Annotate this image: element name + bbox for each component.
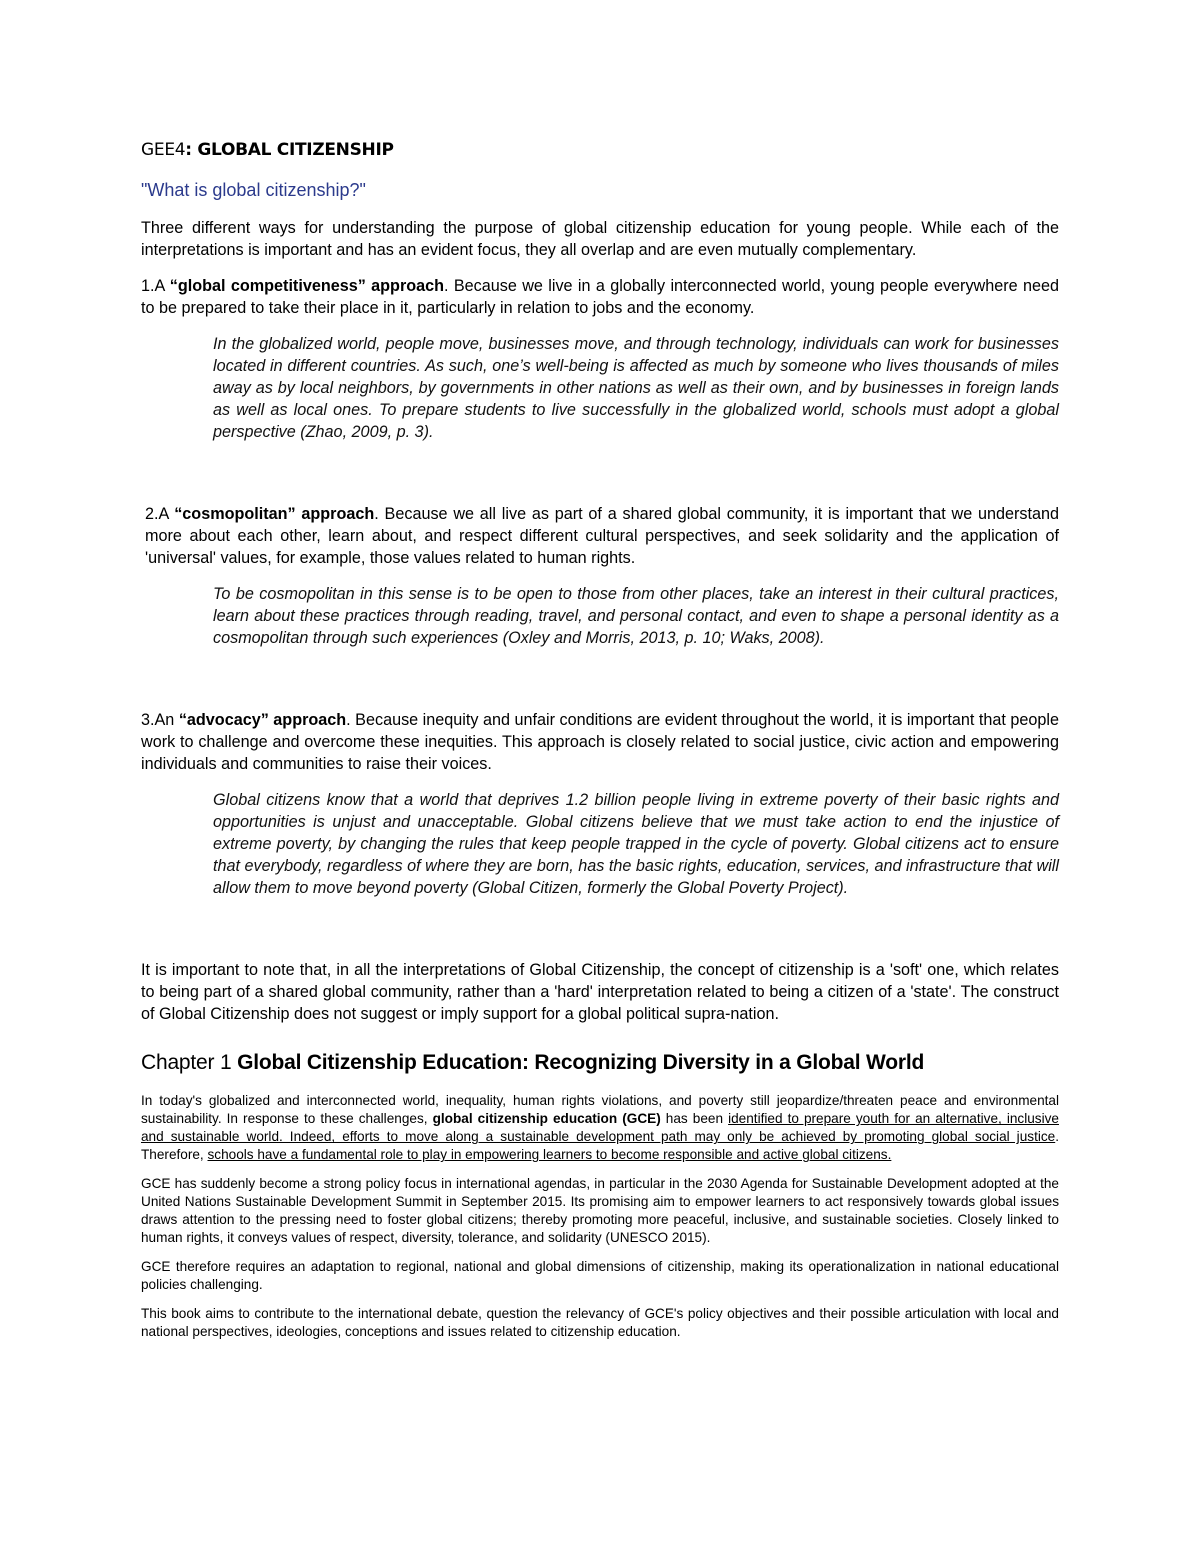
chapter-paragraph-2: GCE has suddenly become a strong policy focus in international agendas, in particular in the 2030 Agenda for Sustainable Development adopted at the United Nations Sustainable Development Summit in September 2015. Its promising aim to empower learners to act responsively towards global issues draws attention to the pressing need to foster global citizens; thereby promoting more peaceful, inclusive, and sustainable societies. Closely linked to human rights, it conveys values of respect, diversity, tolerance, and solidarity (UNESCO 2015). [141,1176,1059,1246]
underlined-text: identified to prepare youth for an alternative, inclusive and sustainable world. Indeed, efforts to move along a sustainable development path may only be achieved by promoting global social justice [141,1111,1059,1145]
approach-3-quote: Global citizens know that a world that deprives 1.2 billion people living in extreme poverty of their basic rights and opportunities is unjust and unacceptable. Global citizens believe that we must take action to end the injustice of extreme poverty, by changing the rules that keep people trapped in the cycle of poverty. Global citizens act to ensure that everybody, regardless of where they are born, has the basic rights, education, services, and infrastructure that will allow them to move beyond poverty (Global Citizen, formerly the Global Poverty Project). [213,791,1059,897]
chapter-title: Global Citizenship Education: Recognizing Diversity in a Global World [237,1051,925,1074]
chapter-heading [141,1051,1059,1075]
approach-number: 3.An [141,711,179,729]
gce-term: global citizenship education (GCE) [432,1111,661,1127]
approach-2-quote: To be cosmopolitan in this sense is to be open to those from other places, take an interest in their cultural practices, learn about these practices through reading, travel, and personal contact, and even to shape a personal identity as a cosmopolitan through such experiences (Oxley and Morris, 2013, p. 10; Waks, 2008). [213,585,1059,647]
course-code: GEE4 [141,140,186,160]
approach-1 [141,275,1059,319]
approach-text: . Because inequity and unfair conditions are evident throughout the world, it is important that people work to challenge and overcome these inequities. This approach is closely related to social justice, civic action and empowering individuals and communities to raise their voices. [141,711,1059,773]
approach-text: . Because we all live as part of a shared global community, it is important that we understand more about each other, learn about, and respect different cultural perspectives, and seek solidarity and the application of 'universal' values, for example, those values related to human rights. [145,505,1059,567]
paragraph-text: . Therefore, [141,1129,1059,1163]
approach-name: “cosmopolitan” approach [174,505,375,523]
approach-text: . Because we live in a globally interconnected world, young people everywhere need to be prepared to take their place in it, particularly in relation to jobs and the economy. [141,277,1059,317]
chapter-paragraph-3: GCE therefore requires an adaptation to regional, national and global dimensions of citizenship, making its operationalization in national educational policies challenging. [141,1259,1059,1293]
approach-3 [141,709,1059,775]
approach-number: 1.A [141,277,170,295]
approach-1-quote: In the globalized world, people move, businesses move, and through technology, individuals can work for businesses located in different countries. As such, one’s well-being is affected as much by someone who lives thousands of miles away as by local neighbors, by governments in other nations as well as their own, and by businesses in foreign lands as well as local ones. To prepare students to live successfully in the globalized world, schools must adopt a global perspective (Zhao, 2009, p. 3). [213,335,1059,441]
paragraph-text: In today's globalized and interconnected world, inequality, human rights violations, and poverty still jeopardize/threaten peace and environmental sustainability. In response to these challenges, [141,1093,1059,1127]
chapter-paragraph-1 [141,1092,1059,1164]
chapter-paragraph-4: This book aims to contribute to the international debate, question the relevancy of GCE's policy objectives and their possible articulation with local and national perspectives, ideologies, conceptions and issues related to citizenship education. [141,1306,1059,1340]
intro-paragraph: Three different ways for understanding the purpose of global citizenship education for young people. While each of the interpretations is important and has an evident focus, they all overlap and are even mutually complementary. [141,219,1059,259]
approach-number: 2.A [145,505,175,523]
approach-name: “global competitiveness” approach [169,277,445,295]
approach-name: “advocacy” approach [178,711,347,729]
underlined-text: schools have a fundamental role to play in empowering learners to become responsible and active global citizens. [207,1147,892,1163]
chapter-label: Chapter 1 [141,1051,238,1074]
approach-2 [141,503,1059,569]
page-title [141,140,1059,160]
section-question: "What is global citizenship?" [141,180,366,200]
document-page [141,140,1059,1341]
course-title: GLOBAL CITIZENSHIP [197,140,394,160]
paragraph-text: has been [660,1111,729,1127]
course-separator: : [185,140,198,160]
note-paragraph: It is important to note that, in all the interpretations of Global Citizenship, the concept of citizenship is a 'soft' one, which relates to being part of a shared global community, rather than a 'hard' interpretation related to being a citizen of a 'state'. The construct of Global Citizenship does not suggest or imply support for a global political supra-nation. [141,961,1059,1023]
